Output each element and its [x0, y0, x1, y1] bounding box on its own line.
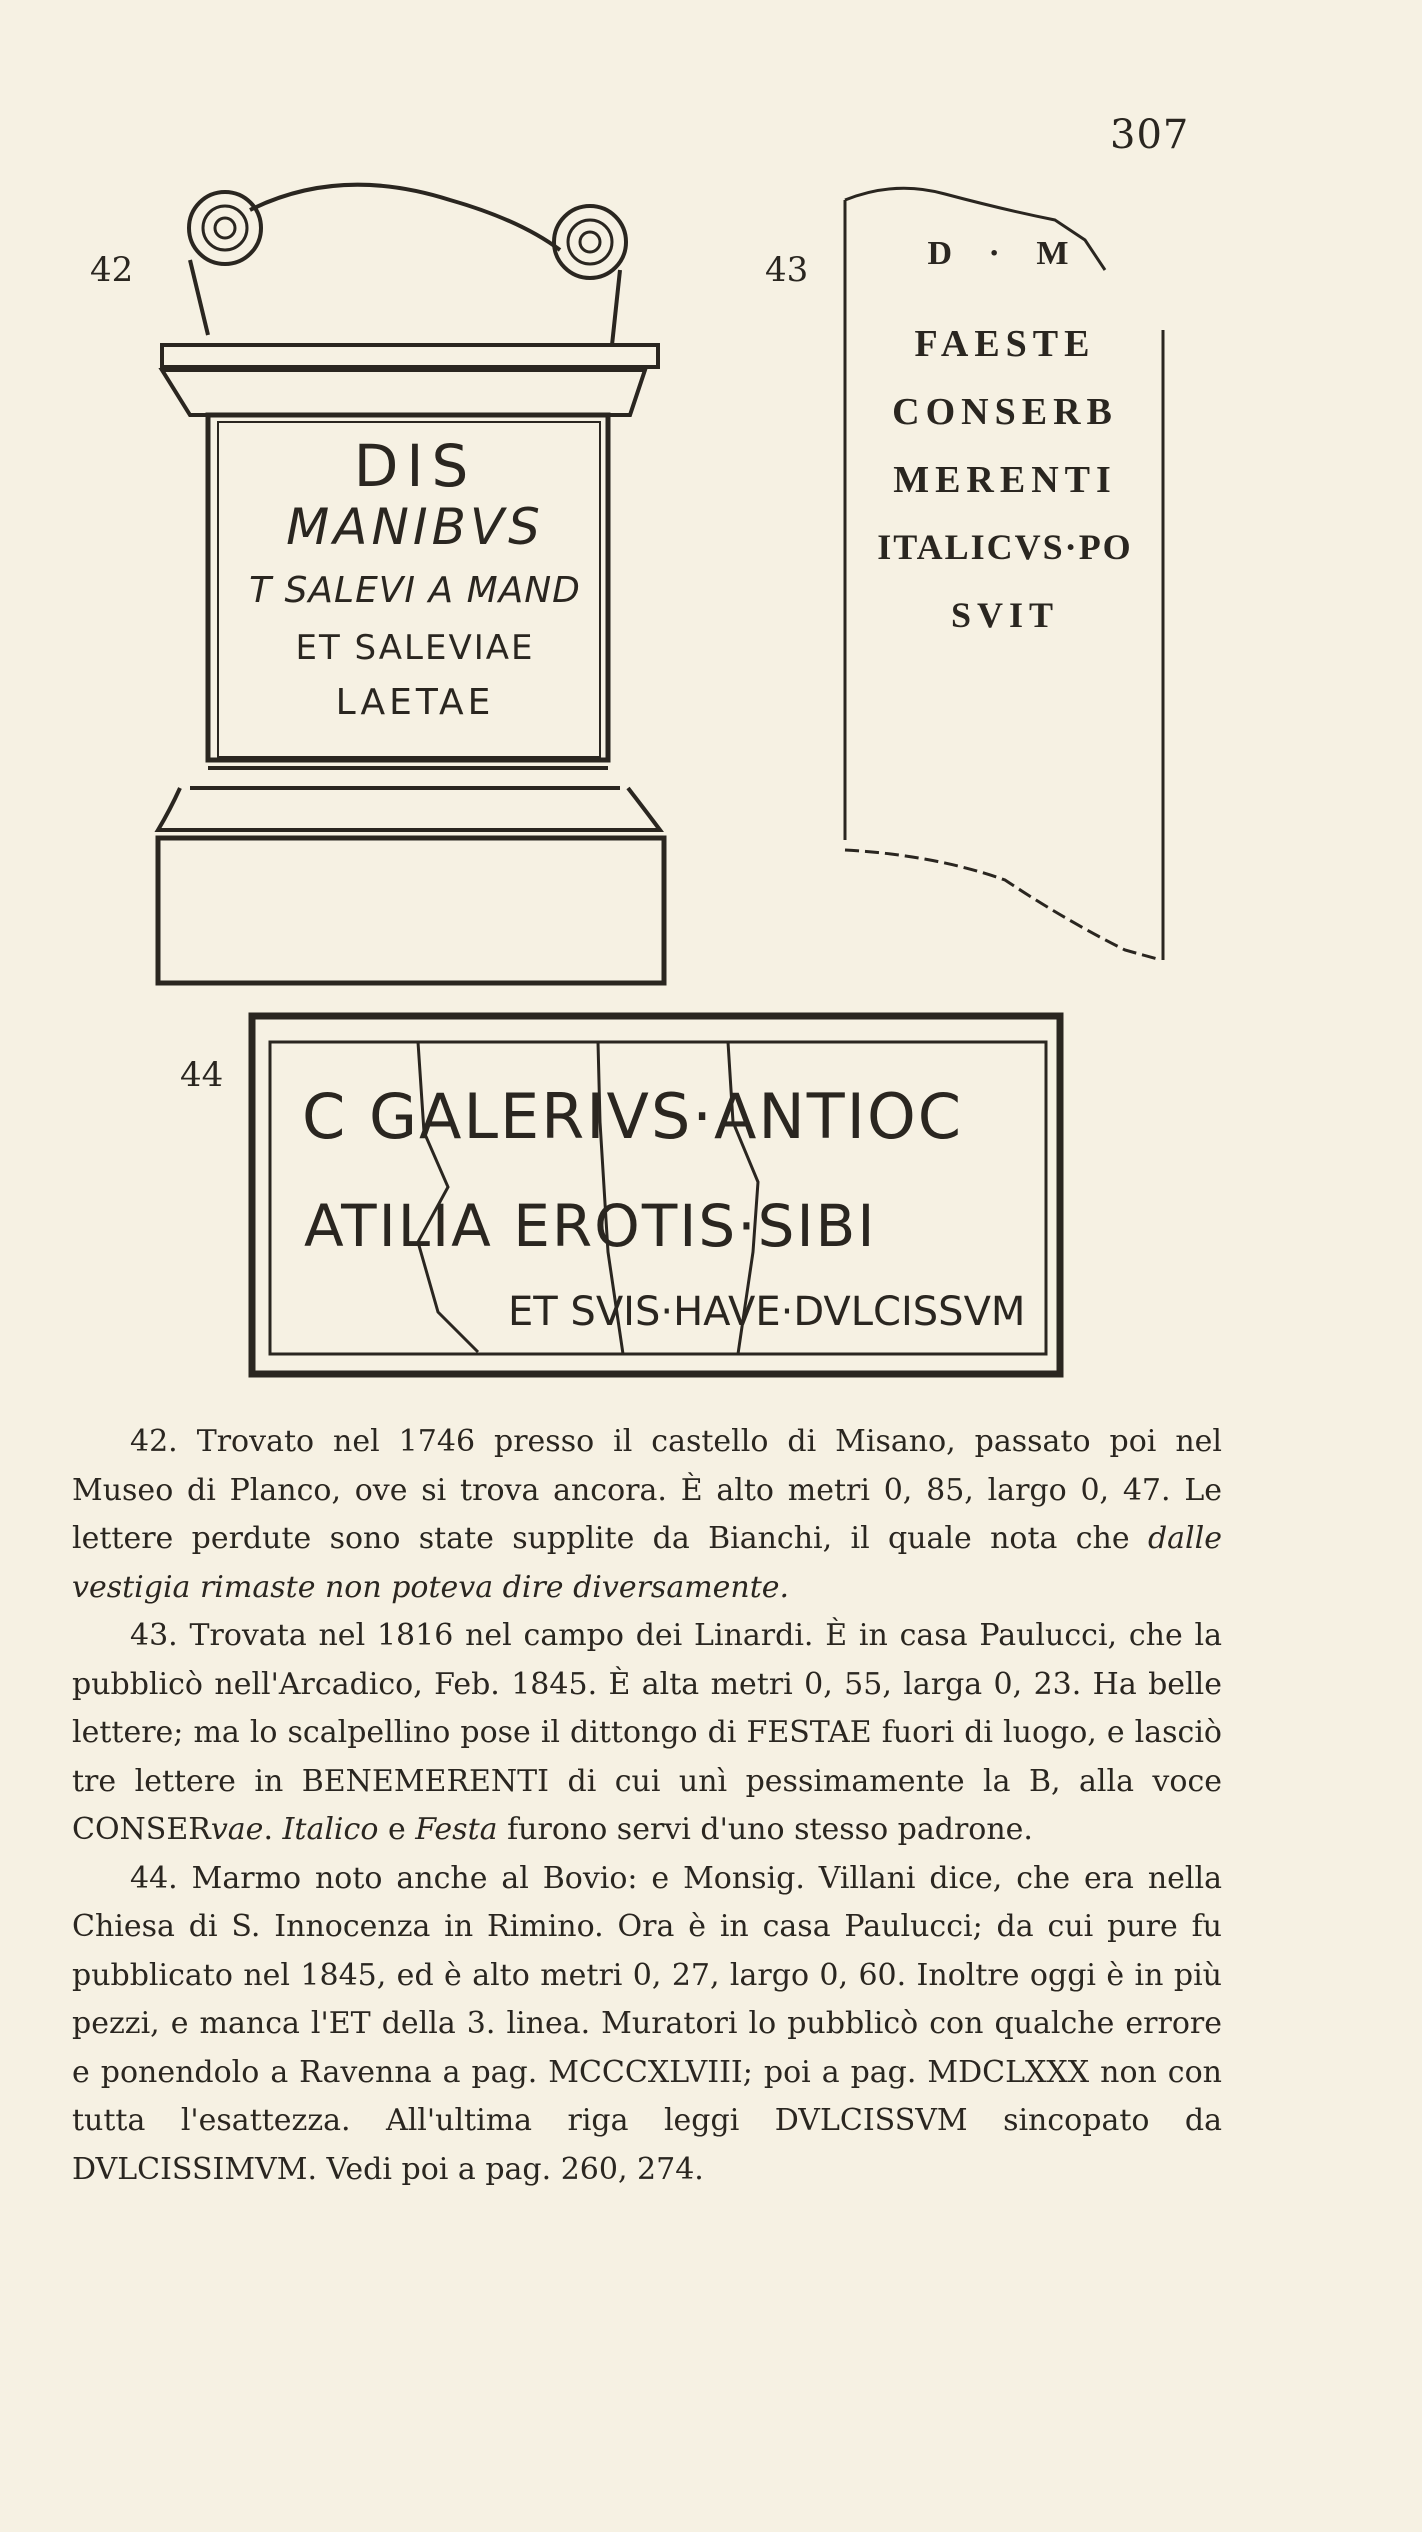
fig42-line-2: MANIBVS	[286, 498, 544, 556]
commentary	[72, 1418, 1222, 2194]
note-42-text: Trovato nel 1746 presso il castello di Misano, passato poi nel Museo di Planco, ove si trova ancora. È alto metri 0, 85, largo 0, 47. Le lettere perdute sono state supplite da Bianchi, il quale nota che	[72, 1424, 1223, 1556]
note-43-ital-1: vae	[210, 1812, 264, 1847]
note-42-quote: dalle vestigia rimaste non poteva dire diversamente.	[72, 1521, 1222, 1605]
note-43-number: 43.	[130, 1618, 178, 1653]
figure-44-label: 44	[180, 1055, 224, 1095]
note-43-ital-2: Italico	[282, 1812, 379, 1847]
note-42-number: 42.	[130, 1424, 178, 1459]
note-44-text: Marmo noto anche al Bovio: e Monsig. Villani dice, che era nella Chiesa di S. Innocenza in Rimino. Ora è in casa Paulucci; da cui pure fu pubblicato nel 1845, ed è alto metri 0, 27, largo 0, 60. Inoltre oggi è in più pezzi, e manca l'ET della 3. linea. Muratori lo pubblicò con qualche errore e ponendolo a Ravenna a pag. MCCCXLVIII; poi a pag. MDCLXXX non con tutta l'esattezza. All'ultima riga leggi DVLCISSVM sincopato da DVLCISSIMVM. Vedi poi a pag. 260, 274.	[72, 1860, 1222, 2187]
fig44-line-3: ET SVIS·HAVE·DVLCISSVM	[508, 1289, 1026, 1335]
figure-44-tablet	[248, 1012, 1066, 1382]
note-43	[72, 1612, 1222, 1855]
note-43-end: furono servi d'uno stesso padrone.	[507, 1812, 1033, 1847]
stele-drawing	[835, 180, 1175, 970]
fig43-line-1: D · M	[927, 235, 1083, 272]
figure-42-altar	[150, 170, 680, 990]
note-43-dot: .	[263, 1812, 273, 1847]
fig43-line-3: CONSERB	[892, 391, 1118, 433]
note-42	[72, 1418, 1222, 1612]
fig44-line-2: ATILIA EROTIS·SIBI	[304, 1192, 877, 1260]
fig43-line-4: MERENTI	[893, 459, 1117, 501]
fig42-line-4: ET SALEVIAE	[295, 628, 535, 668]
note-43-ital-3: Festa	[415, 1812, 498, 1847]
note-43-text: Trovata nel 1816 nel campo dei Linardi. È in casa Paulucci, che la pubblicò nell'Arcadico, Feb. 1845. È alta metri 0, 55, larga 0, 23. Ha belle lettere; ma lo scalpellino pose il dittongo di FESTAE fuori di luogo, e lasciò tre lettere in BENEMERENTI di cui unì pessimamente la B, alla voce CONSER	[72, 1618, 1222, 1847]
fig43-line-2: FAESTE	[914, 323, 1096, 365]
note-44	[72, 1855, 1222, 2195]
fig44-line-1: C GALERIVS·ANTIOC	[302, 1080, 964, 1153]
figure-43-label: 43	[765, 250, 809, 290]
note-44-number: 44.	[130, 1860, 178, 1896]
figure-43-stele	[835, 180, 1175, 970]
note-43-and: e	[387, 1812, 406, 1847]
figure-42-label: 42	[90, 250, 134, 290]
fig43-line-5: ITALICVS·PO	[877, 527, 1133, 567]
fig42-line-1: DIS	[353, 432, 477, 500]
fig43-line-6: SVIT	[950, 595, 1060, 635]
fig42-line-5: LAETAE	[335, 682, 495, 723]
fig42-line-3: T SALEVI A MAND	[249, 570, 581, 611]
page-number: 307	[1110, 112, 1190, 158]
